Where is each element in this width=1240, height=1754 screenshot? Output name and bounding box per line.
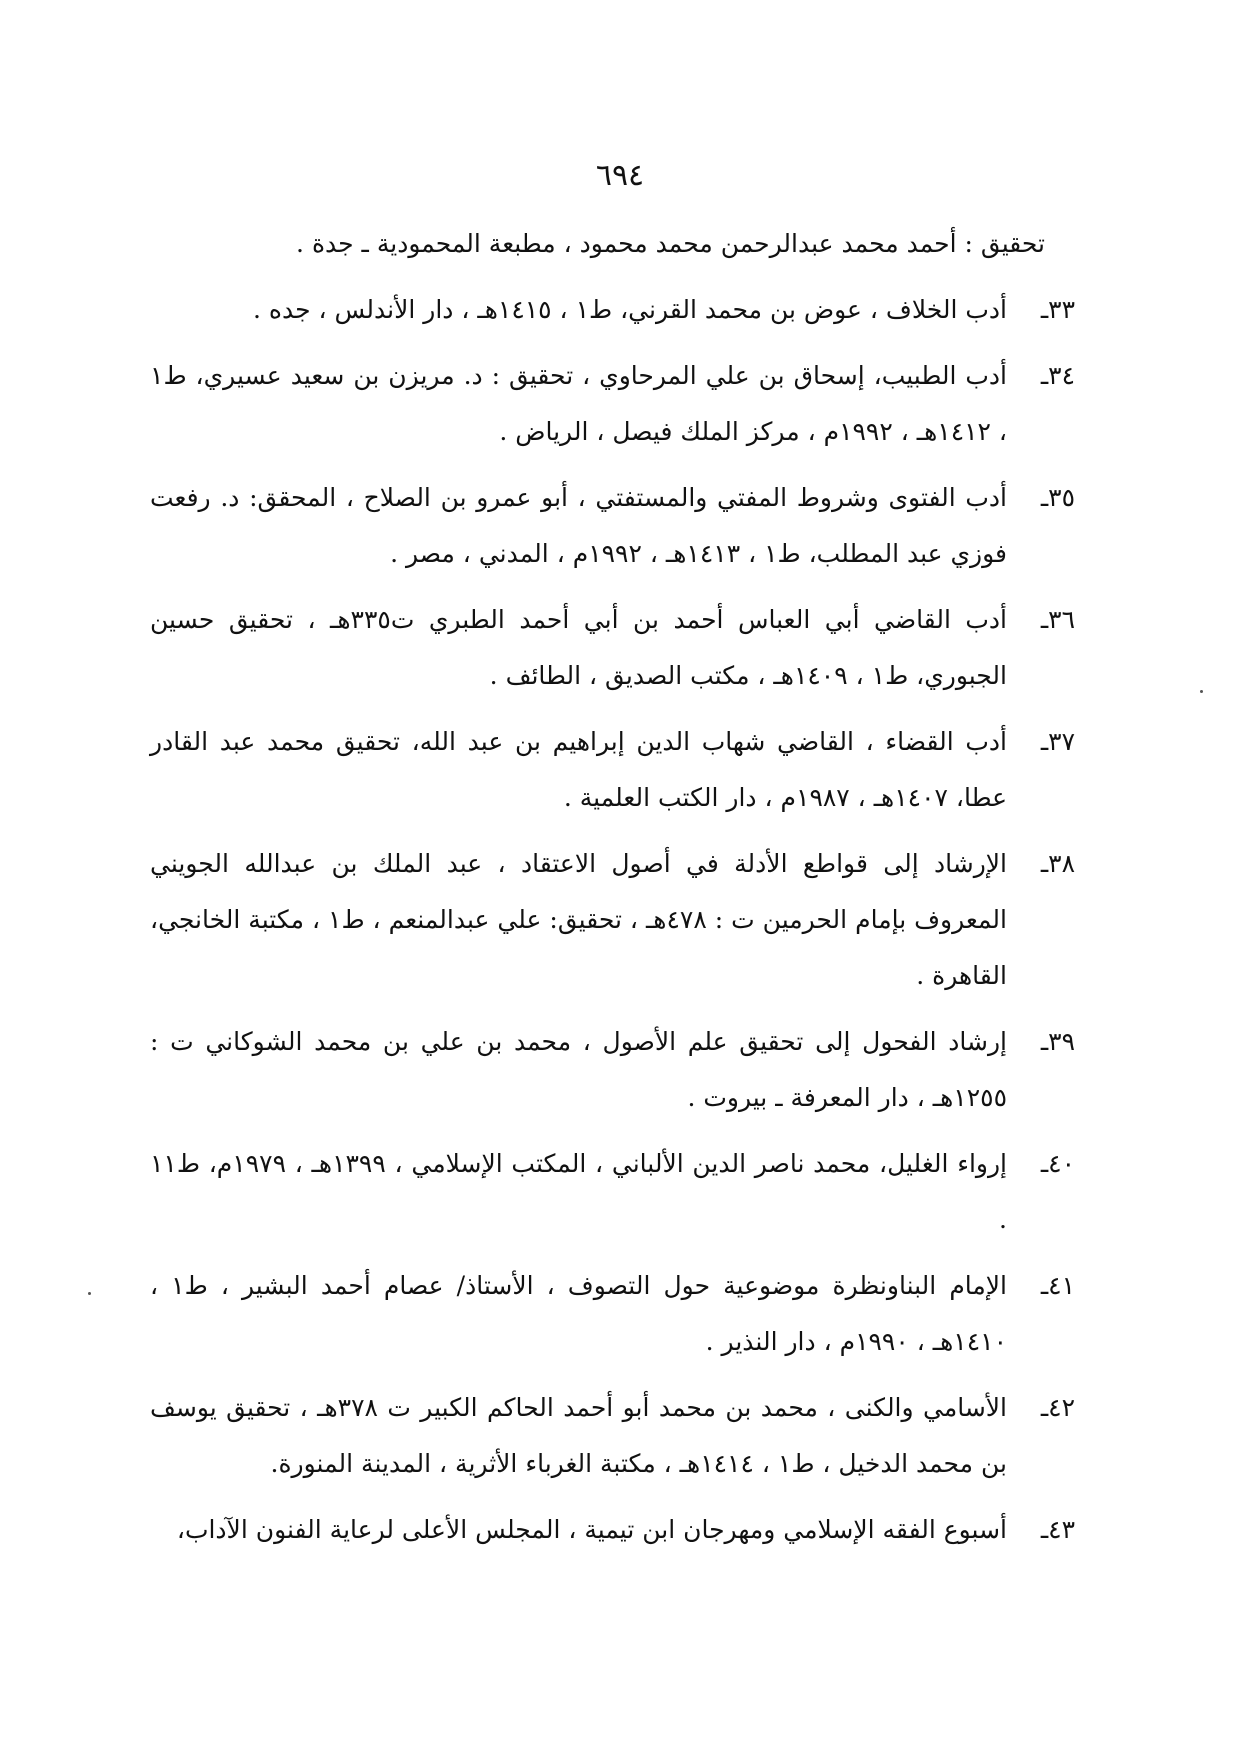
entry-number: ٣٥ـ	[1040, 483, 1075, 512]
bibliography-entry-40	[150, 1136, 1075, 1248]
entry-number: ٣٤ـ	[1040, 361, 1075, 390]
bibliography-entry-42	[150, 1380, 1075, 1492]
bibliography-entry-37	[150, 714, 1075, 826]
entry-number: ٤٠ـ	[1040, 1149, 1075, 1178]
entry-number: ٤١ـ	[1040, 1271, 1075, 1300]
entry-number: ٣٨ـ	[1040, 849, 1075, 878]
entry-text: أدب القاضي أبي العباس أحمد بن أبي أحمد الطبري ت٣٣٥هـ ، تحقيق حسين الجبوري، ط١ ، ١٤٠٩هـ ، مكتب الصديق ، الطائف .	[150, 605, 1008, 690]
bibliography-entry-38	[150, 836, 1075, 1004]
entry-text: أدب الفتوى وشروط المفتي والمستفتي ، أبو عمرو بن الصلاح ، المحقق: د. رفعت فوزي عبد المطلب، ط١ ، ١٤١٣هـ ، ١٩٩٢م ، المدني ، مصر .	[150, 483, 1007, 568]
bibliography-entry-39	[150, 1014, 1075, 1126]
entry-number: ٣٦ـ	[1040, 605, 1075, 634]
entry-text: إرواء الغليل، محمد ناصر الدين الألباني ، المكتب الإسلامي ، ١٣٩٩هـ ، ١٩٧٩م، ط١١ .	[150, 1149, 1007, 1234]
entry-text: أدب الخلاف ، عوض بن محمد القرني، ط١ ، ١٤١٥هـ ، دار الأندلس ، جده .	[253, 295, 1007, 324]
entry-text: الإرشاد إلى قواطع الأدلة في أصول الاعتقاد ، عبد الملك بن عبدالله الجويني المعروف بإمام الحرمين ت : ٤٧٨هـ ، تحقيق: علي عبدالمنعم ، ط١ ، مكتبة الخانجي، القاهرة .	[150, 849, 1007, 990]
bibliography-entry-35	[150, 470, 1075, 582]
bibliography-entry-33	[150, 282, 1075, 338]
scan-speck	[1200, 690, 1203, 693]
bibliography-entry-41	[150, 1258, 1075, 1370]
entry-number: ٣٣ـ	[1040, 295, 1075, 324]
page-number: ٦٩٤	[595, 158, 645, 193]
scan-speck	[88, 1292, 91, 1295]
entry-text: أدب القضاء ، القاضي شهاب الدين إبراهيم بن عبد الله، تحقيق محمد عبد القادر عطا، ١٤٠٧هـ ، ١٩٨٧م ، دار الكتب العلمية .	[150, 727, 1007, 812]
entry-text: إرشاد الفحول إلى تحقيق علم الأصول ، محمد بن علي بن محمد الشوكاني ت : ١٢٥٥هـ ، دار المعرفة ـ بيروت .	[150, 1027, 1007, 1112]
bibliography-entry-34	[150, 348, 1075, 460]
entry-number: ٣٩ـ	[1040, 1027, 1075, 1056]
entry-text: الإمام البناونظرة موضوعية حول التصوف ، الأستاذ/ عصام أحمد البشير ، ط١ ، ١٤١٠هـ ، ١٩٩٠م ، دار النذير .	[150, 1271, 1008, 1356]
bibliography-list	[150, 216, 1075, 1558]
bibliography-entry-36	[150, 592, 1075, 704]
entry-number: ٤٣ـ	[1040, 1515, 1075, 1544]
continuation-line: تحقيق : أحمد محمد عبدالرحمن محمد محمود ، مطبعة المحمودية ـ جدة .	[296, 229, 1045, 258]
entry-number: ٣٧ـ	[1040, 727, 1075, 756]
entry-text: الأسامي والكنى ، محمد بن محمد أبو أحمد الحاكم الكبير ت ٣٧٨هـ ، تحقيق يوسف بن محمد الدخيل ، ط١ ، ١٤١٤هـ ، مكتبة الغرباء الأثرية ، المدينة المنورة.	[150, 1393, 1007, 1478]
entry-number: ٤٢ـ	[1040, 1393, 1075, 1422]
entry-text: أدب الطبيب، إسحاق بن علي المرحاوي ، تحقيق : د. مريزن بن سعيد عسيري، ط١ ، ١٤١٢هـ ، ١٩٩٢م ، مركز الملك فيصل ، الرياض .	[150, 361, 1007, 446]
entry-text: أسبوع الفقه الإسلامي ومهرجان ابن تيمية ، المجلس الأعلى لرعاية الفنون الآداب،	[176, 1515, 1007, 1544]
bibliography-entry-43	[150, 1502, 1075, 1558]
